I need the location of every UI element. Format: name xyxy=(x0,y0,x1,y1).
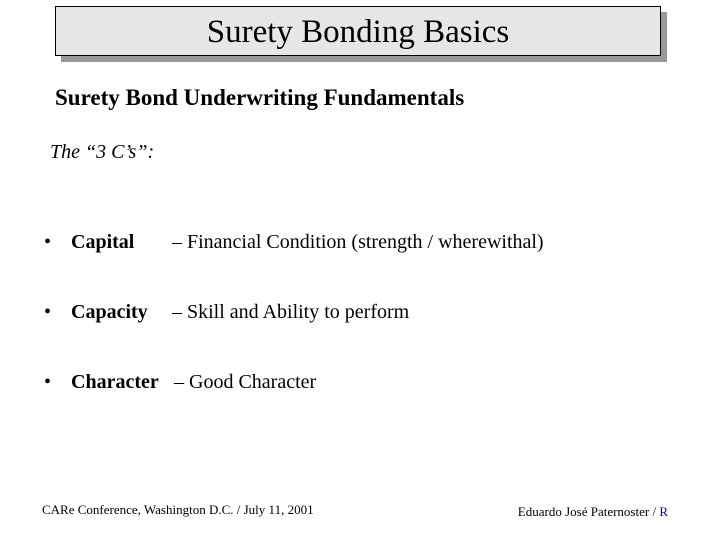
bullet-dot-icon: • xyxy=(44,301,52,323)
footer-author-name: Eduardo José Paternoster / xyxy=(517,504,657,519)
slide-subtitle: Surety Bond Underwriting Fundamentals xyxy=(55,85,465,110)
bullet-term: Character xyxy=(71,371,159,393)
bullet-description: – Financial Condition (strength / wherewithal) xyxy=(172,231,544,253)
footer-conference: CARe Conference, Washington D.C. / July 11, 2001 xyxy=(42,502,314,517)
bullet-dot-icon: • xyxy=(44,231,52,253)
title-box xyxy=(55,6,661,56)
intro-text: The “3 C’s”: xyxy=(50,141,155,163)
footer-mark: R xyxy=(659,504,668,519)
bullet-term: Capacity xyxy=(71,301,148,323)
slide-title: Surety Bonding Basics xyxy=(206,13,510,50)
bullet-term: Capital xyxy=(71,231,135,253)
footer-author xyxy=(518,505,668,518)
bullet-description: – Good Character xyxy=(174,371,317,393)
bullet-description: – Skill and Ability to perform xyxy=(172,301,410,323)
bullet-dot-icon: • xyxy=(44,371,52,393)
